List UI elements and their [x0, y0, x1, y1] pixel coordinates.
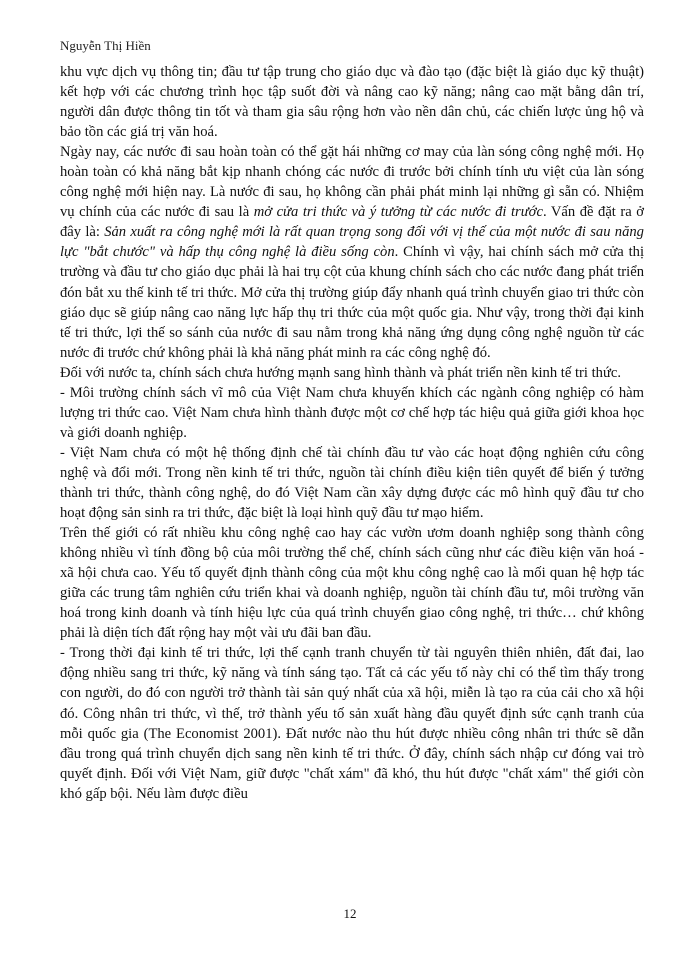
paragraph-2-text-a: Ngày nay, các nước đi sau hoàn toàn có thể gặt hái những cơ may của làn sóng công nghệ mới. Họ hoàn toàn có khả năng bắt kịp nhanh chóng các nước đi trước bởi chính tính ưu việt của làn sóng công nghệ mới hiện nay. Là nước đi sau, họ không cần phải phát minh lại những gì sẵn có. Nhiệm vụ chính của các nước đi sau là [60, 144, 644, 221]
paragraph-2-text-g: . Chính vì vậy, hai chính sách mở cửa thị trường và đầu tư cho giáo dục phải là hai trụ cột của khung chính sách cho các nước đang phát triển đón bắt xu thế kinh tế tri thức. Mở cửa thị trường giúp đẩy nhanh quá trình chuyển giao tri thức còn giáo dục sẽ giúp nâng cao năng lực hấp thụ tri thức của một quốc gia. Như vậy, trong thời đại kinh tế tri thức, lợi thế so sánh của nước đi sau nằm trong khả năng ứng dụng công nghệ nguồn từ các nước đi trước chứ không phải là khả năng phát minh ra các công nghệ đó. [60, 244, 645, 361]
paragraph-2 [60, 142, 644, 363]
paragraph-1: khu vực dịch vụ thông tin; đầu tư tập trung cho giáo dục và đào tạo (đặc biệt là giáo dục kỹ thuật) kết hợp với các chương trình học tập suốt đời và nâng cao kỹ năng; nâng cao mặt bằng dân trí, người dân được thông tin tốt và tham gia sâu rộng hơn vào nền dân chủ, các chiến lược ủng hộ và bảo tồn các giá trị văn hoá. [60, 64, 644, 141]
paragraph-2-italic-f: ra công nghệ mới là rất quan trọng song đối với vị thế của một nước đi sau năng lực "bắt chước" và hấp thụ công nghệ là điều sống còn [60, 224, 644, 261]
paragraph-7: - Trong thời đại kinh tế tri thức, lợi thế cạnh tranh chuyển từ tài nguyên thiên nhiên, đất đai, lao động nhiều sang tri thức, kỹ năng và tính sáng tạo. Tất cả các yếu tố này chỉ có thể tìm thấy trong con người, do đó con người trở thành tài sản quý nhất của xã hội, miễn là tạo ra của cải cho xã hội đó. Công nhân tri thức, vì thế, trở thành yếu tố sản xuất hàng đầu quyết định sức cạnh tranh của mỗi quốc gia (The Economist 2001). Đất nước nào thu hút được nhiều công nhân tri thức sẽ dẫn đầu trong quá trình chuyển dịch sang nền kinh tế tri thức. Ở đây, chính sách nhập cư đóng vai trò quyết định. Đối với Việt Nam, giữ được "chất xám" đã khó, thu hút được "chất xám" thế giới còn khó gấp bội. Nếu làm được điều [60, 645, 644, 802]
paragraph-3: Đối với nước ta, chính sách chưa hướng mạnh sang hình thành và phát triển nền kinh tế tri thức. [60, 364, 621, 381]
running-header-author: Nguyễn Thị Hiền [60, 38, 151, 53]
paragraph-5: - Việt Nam chưa có một hệ thống định chế tài chính đầu tư vào các hoạt động nghiên cứu công nghệ và đổi mới. Trong nền kinh tế tri thức, nguồn tài chính điều kiện tiên quyết để biến ý tưởng thành tri thức, thành công nghệ, do đó Việt Nam cần xây dựng được các mô hình quỹ đầu tư cho hoạt động sản sinh ra tri thức, đặc biệt là loại hình quỹ đầu tư mạo hiểm. [60, 444, 644, 522]
page-number: 12 [343, 906, 357, 921]
body-text [60, 62, 644, 804]
paragraph-2-italic-d: Sản xuất [104, 224, 156, 241]
paragraph-6: Trên thế giới có rất nhiều khu công nghệ cao hay các vườn ươm doanh nghiệp song thành công không nhiều vì tính đồng bộ của môi trường thể chế, chính sách cũng như các điều kiện văn hoá - xã hội chưa cao. Yếu tố quyết định thành công của một khu công nghệ cao là mối quan hệ hợp tác giữa các trung tâm nghiên cứu triển khai và doanh nghiệp, nguồn tài chính đầu tư, môi trường văn hoá trong kinh doanh và tính hiệu lực của quá trình chuyển giao công nghệ, tri thức… chứ không phải là diện tích đất rộng hay một vài ưu đãi ban đầu. [60, 525, 644, 642]
paragraph-2-italic-b: mở cửa tri thức và ý tưởng từ các nước đi trước [253, 204, 543, 221]
paragraph-2-text-c: . Vấn đề đặt ra ở đây là: [60, 204, 644, 241]
paragraph-4: - Môi trường chính sách vĩ mô của Việt Nam chưa khuyến khích các ngành công nghiệp có hàm lượng tri thức cao. Việt Nam chưa hình thành được một cơ chế hợp tác hiệu quả giữa giới khoa học và giới doanh nghiệp. [60, 384, 644, 441]
